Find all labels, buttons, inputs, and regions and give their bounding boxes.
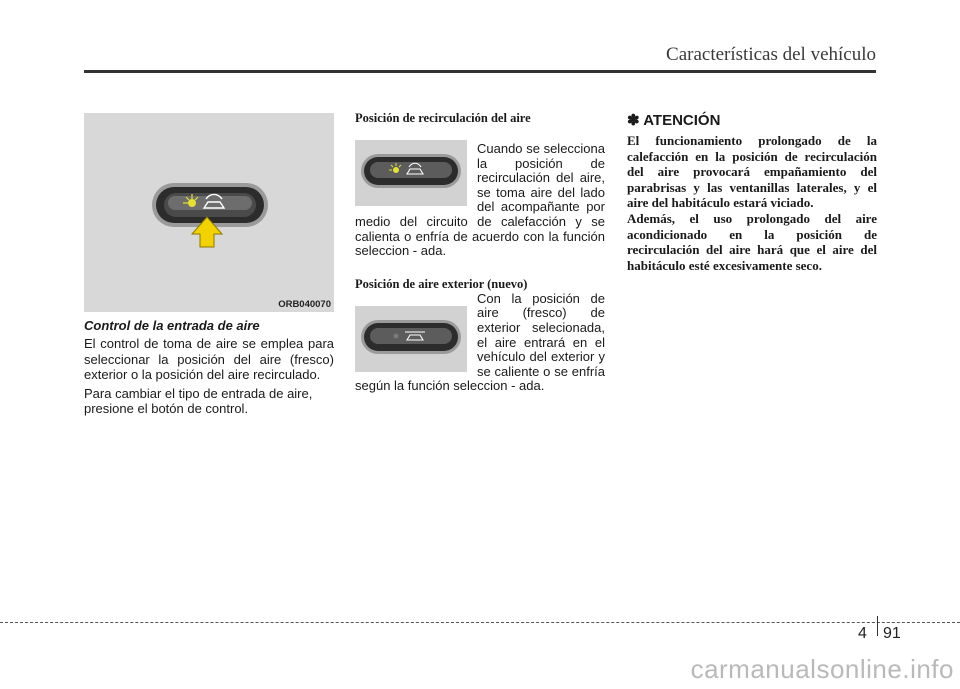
outside-air-button-illustration bbox=[355, 306, 467, 372]
intro-paragraph: El control de toma de aire se emplea para seleccionar la posición del aire (fresco) exterior o la posición del aire recirculado. bbox=[84, 336, 334, 382]
recirculation-heading: Posición de recirculación del aire bbox=[355, 111, 531, 125]
footer-dashed-rule bbox=[0, 622, 960, 623]
page-number-separator bbox=[877, 616, 878, 636]
instruction-paragraph: Para cambiar el tipo de entrada de aire, presione el botón de control. bbox=[84, 385, 313, 416]
indicator-on-icon bbox=[393, 167, 399, 173]
section-heading: Control de la entrada de aire bbox=[84, 318, 260, 333]
warning-column bbox=[627, 111, 877, 273]
outside-air-figure bbox=[355, 306, 467, 372]
page-number: 91 bbox=[883, 625, 901, 642]
figure-code: ORB040070 bbox=[278, 299, 331, 310]
recirculation-button-illustration bbox=[355, 140, 467, 206]
warning-title: ATENCIÓN bbox=[643, 112, 721, 129]
warning-paragraph-ac: Además, el uso prolongado del aire acondicionado en la posición de recirculación del aire hará que el aire del habitáculo esté excesivamente seco. bbox=[627, 210, 877, 273]
warning-symbol-icon: ✽ bbox=[627, 112, 640, 129]
recirculation-text: Cuando se selecciona la posición de recirculación del aire, se toma aire del lado del acompañante por medio del circuito de calefacción y se calienta o enfría de acuerdo con la función seleccion - ada. bbox=[355, 141, 605, 259]
middle-column bbox=[355, 111, 605, 394]
watermark: carmanualsonline.info bbox=[690, 654, 954, 684]
page-header-title: Características del vehículo bbox=[666, 44, 876, 65]
chapter-number: 4 bbox=[858, 625, 867, 642]
warning-heading bbox=[627, 111, 877, 129]
recirculation-figure bbox=[355, 140, 467, 206]
outside-air-heading: Posición de aire exterior (nuevo) bbox=[355, 276, 528, 291]
warning-paragraph-heating: El funcionamiento prolongado de la calefacción en la posición de recirculación del aire provocará empañamiento del parabrisas y las ventanillas laterales, y el aire del habitáculo estará viciado. bbox=[627, 133, 877, 211]
outside-air-text: Con la posición de aire (fresco) de exterior selecionada, el aire entrará en el vehículo del exterior y se caliente o se enfría según la función seleccion - ada. bbox=[355, 290, 605, 394]
air-intake-button-illustration bbox=[84, 113, 334, 312]
left-column bbox=[84, 113, 334, 417]
indicator-off-icon bbox=[394, 333, 399, 338]
air-intake-figure bbox=[84, 113, 334, 312]
header-rule bbox=[84, 70, 876, 73]
